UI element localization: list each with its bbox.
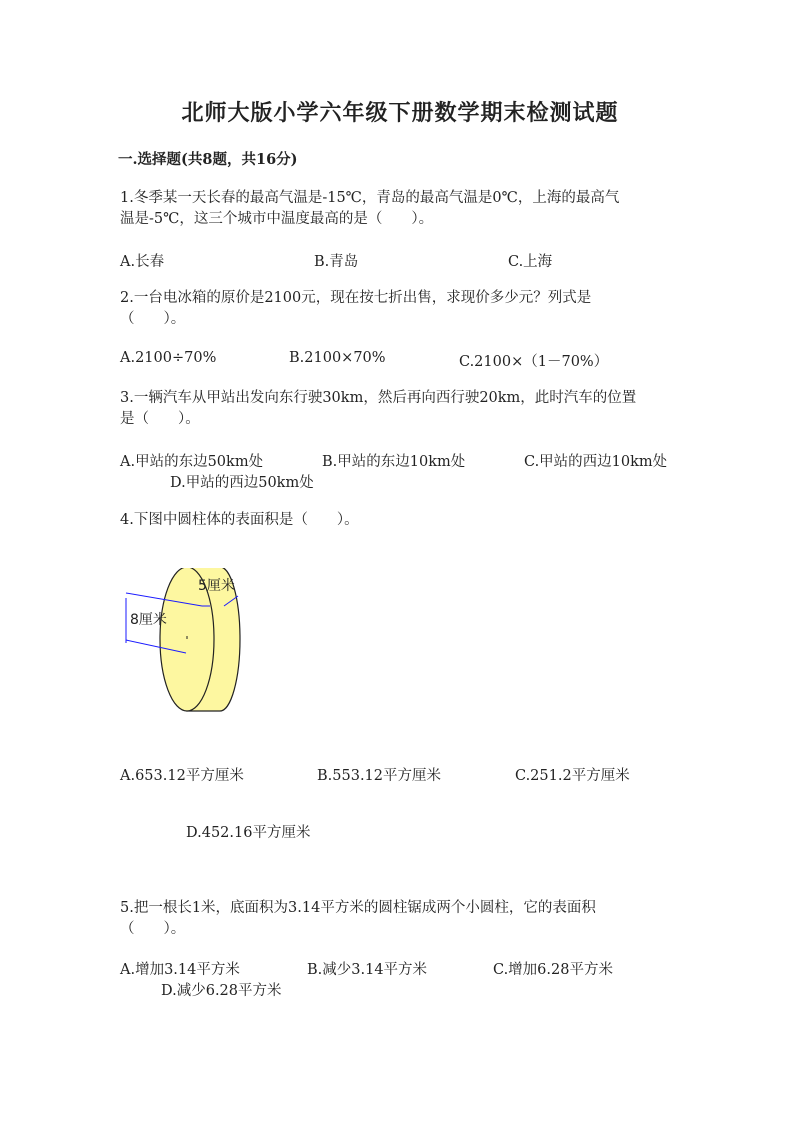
question-5-option-c: C.增加6.28平方米 — [493, 962, 613, 978]
question-4-option-c: C.251.2平方厘米 — [515, 768, 630, 784]
question-1-line-2: 温是-5℃，这三个城市中温度最高的是（ ）。 — [120, 211, 434, 227]
question-4-option-b: B.553.12平方厘米 — [317, 768, 442, 784]
question-3-line-2: 是（ ）。 — [120, 411, 200, 427]
question-2-option-b: B.2100×70% — [289, 350, 386, 366]
question-2-option-a: A.2100÷70% — [120, 350, 217, 366]
question-4-option-d: D.452.16平方厘米 — [186, 825, 311, 841]
question-3-option-c: C.甲站的西边10km处 — [524, 454, 668, 470]
question-4-line-1: 4.下图中圆柱体的表面积是（ ）。 — [120, 512, 359, 528]
question-5-option-d: D.减少6.28平方米 — [161, 983, 282, 999]
question-1-line-1: 1.冬季某一天长春的最高气温是-15℃，青岛的最高气温是0℃，上海的最高气 — [120, 190, 620, 206]
question-4-option-a: A.653.12平方厘米 — [120, 768, 244, 784]
question-5-line-1: 5.把一根长1米，底面积为3.14平方米的圆柱锯成两个小圆柱，它的表面积 — [120, 900, 596, 916]
question-5-line-2: （ ）。 — [120, 921, 186, 937]
question-3-option-a: A.甲站的东边50km处 — [120, 454, 264, 470]
question-5-option-b: B.减少3.14平方米 — [307, 962, 428, 978]
question-1-option-b: B.青岛 — [314, 254, 359, 270]
question-1-option-a: A.长春 — [120, 254, 165, 270]
top-dimension-label: 5厘米 — [198, 578, 235, 594]
question-3-option-d: D.甲站的西边50km处 — [170, 475, 314, 491]
question-2-line-2: （ ）。 — [120, 311, 186, 327]
question-2-option-c: C.2100×（1－70%） — [459, 354, 609, 370]
question-5-option-a: A.增加3.14平方米 — [120, 962, 240, 978]
question-2-line-1: 2.一台电冰箱的原价是2100元，现在按七折出售，求现价多少元？列式是 — [120, 290, 592, 306]
page-title: 北师大版小学六年级下册数学期末检测试题 — [181, 100, 619, 126]
cylinder-figure — [120, 568, 260, 718]
left-dimension-label: 8厘米 — [130, 612, 167, 628]
section-heading: 一.选择题(共8题，共16分) — [118, 151, 298, 168]
question-1-option-c: C.上海 — [508, 254, 553, 270]
question-3-option-b: B.甲站的东边10km处 — [322, 454, 466, 470]
question-3-line-1: 3.一辆汽车从甲站出发向东行驶30km，然后再向西行驶20km，此时汽车的位置 — [120, 390, 637, 406]
